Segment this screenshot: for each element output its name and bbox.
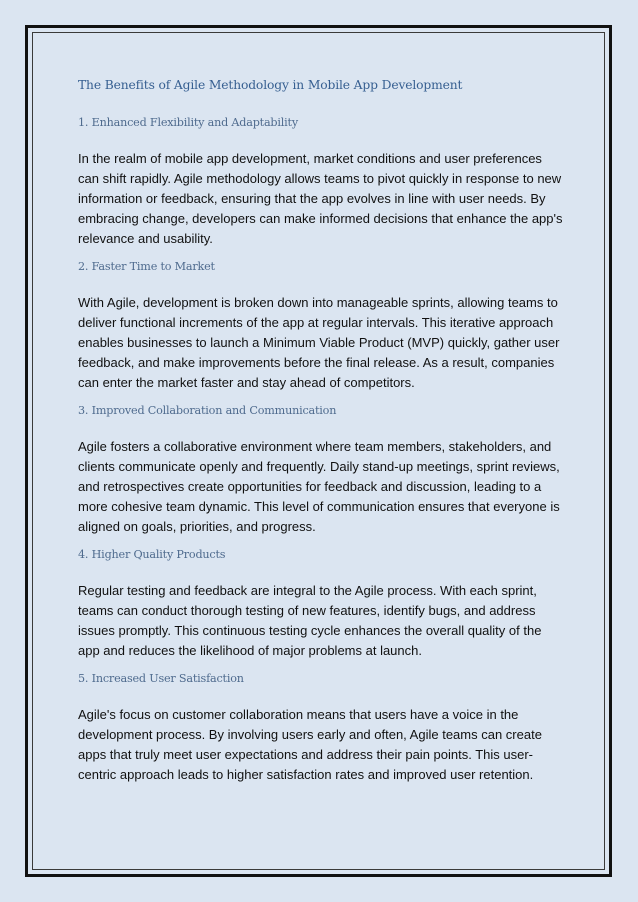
section-heading-flexibility: 1. Enhanced Flexibility and Adaptability <box>78 116 298 129</box>
document-title: The Benefits of Agile Methodology in Mobile App Development <box>78 78 463 92</box>
section-body-collaboration: Agile fosters a collaborative environment where team members, stakeholders, and clients communicate openly and frequently. Daily stand-up meetings, sprint reviews, and retrospectives create opportunities for feedback and discussion, leading to a more cohesive team dynamic. This level of communication ensures that everyone is aligned on goals, priorities, and progress. <box>78 439 560 534</box>
section-heading-quality: 4. Higher Quality Products <box>78 548 226 561</box>
section-body-time-to-market: With Agile, development is broken down into manageable sprints, allowing teams to deliver functional increments of the app at regular intervals. This iterative approach enables businesses to launch a Minimum Viable Product (MVP) quickly, gather user feedback, and make improvements before the final release. As a result, companies can enter the market faster and stay ahead of competitors. <box>78 295 560 390</box>
document-content <box>78 76 566 794</box>
section-body-user-satisfaction: Agile's focus on customer collaboration means that users have a voice in the development process. By involving users early and often, Agile teams can create apps that truly meet user expectations and address their pain points. This user-centric approach leads to higher satisfaction rates and improved user retention. <box>78 707 542 782</box>
section-body-quality: Regular testing and feedback are integral to the Agile process. With each sprint, teams can conduct thorough testing of new features, identify bugs, and address issues promptly. This continuous testing cycle enhances the overall quality of the app and reduces the likelihood of major problems at launch. <box>78 583 542 658</box>
section-heading-collaboration: 3. Improved Collaboration and Communication <box>78 404 337 417</box>
section-heading-time-to-market: 2. Faster Time to Market <box>78 260 215 273</box>
section-heading-user-satisfaction: 5. Increased User Satisfaction <box>78 672 244 685</box>
section-body-flexibility: In the realm of mobile app development, market conditions and user preferences can shift rapidly. Agile methodology allows teams to pivot quickly in response to new information or feedback, ensuring that the app evolves in line with user needs. By embracing change, developers can make informed decisions that enhance the app's relevance and usability. <box>78 151 563 246</box>
